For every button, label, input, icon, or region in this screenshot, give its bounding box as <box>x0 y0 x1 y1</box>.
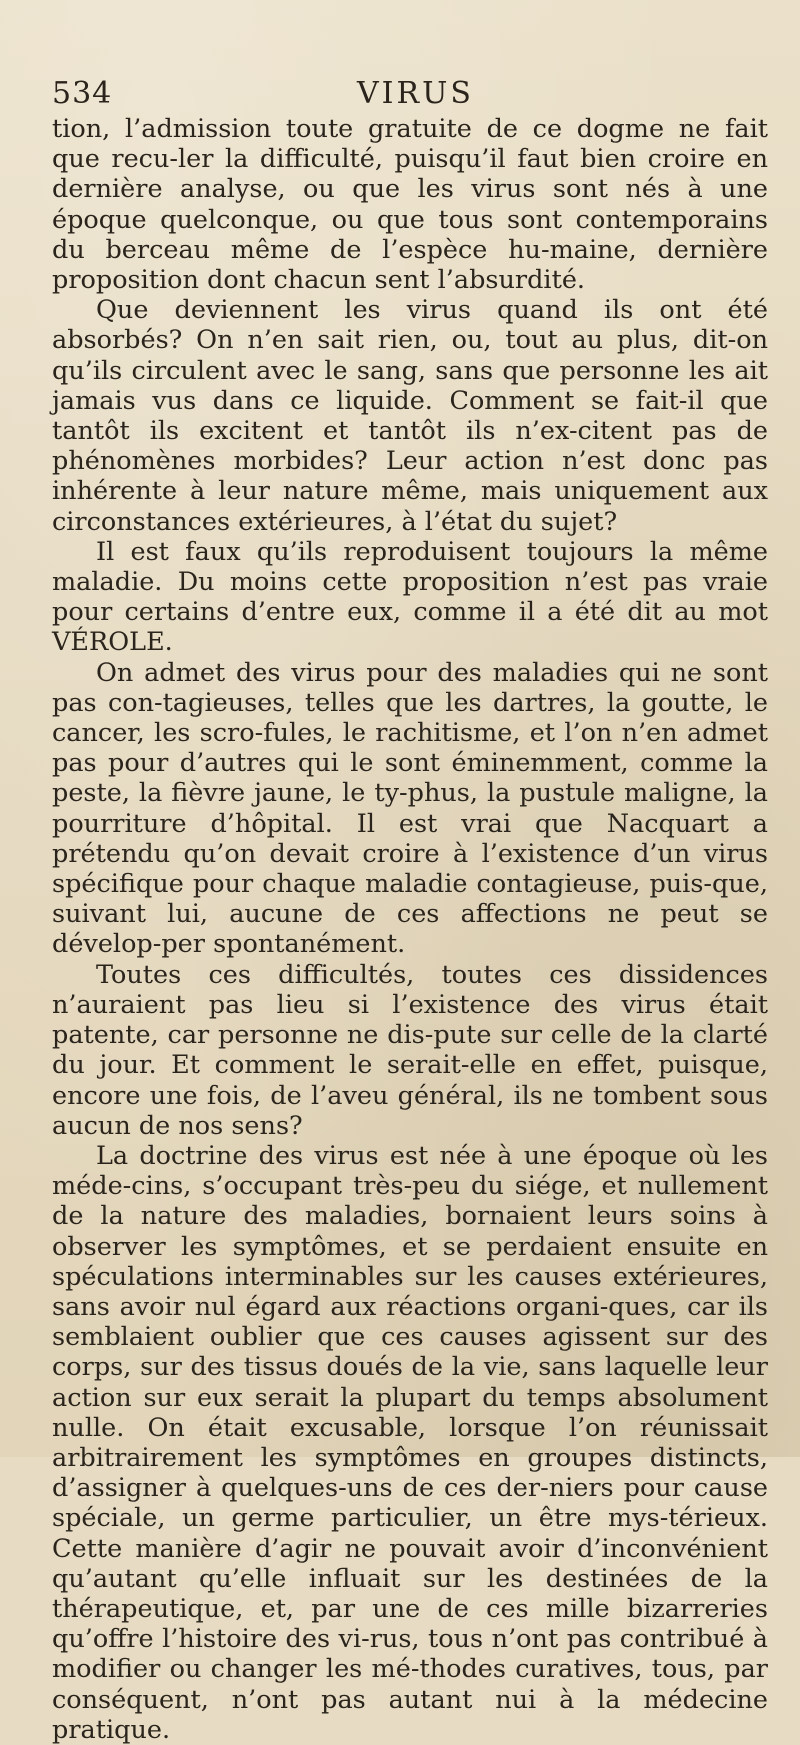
paragraph: On admet des virus pour des maladies qui ne sont pas con-tagieuses, telles que les dartres, la goutte, le cancer, les scro-fules, le rachitisme, et l’on n’en admet pas pour d’autres qui le sont éminemment, comme la peste, la fièvre jaune, le ty-phus, la pustule maligne, la pourriture d’hôpital. Il est vrai que Nacquart a prétendu qu’on devait croire à l’existence d’un virus spécifique pour chaque maladie contagieuse, puis-que, suivant lui, aucune de ces affections ne peut se dévelop-per spontanément. <box>52 657 768 960</box>
page-number: 534 <box>52 76 113 111</box>
page-header <box>52 72 768 116</box>
paragraph: tion, l’admission toute gratuite de ce dogme ne fait que recu-ler la difficulté, puisqu’il faut bien croire en dernière analyse, ou que les virus sont nés à une époque quelconque, ou que tous sont contemporains du berceau même de l’espèce hu-maine, dernière proposition dont chacun sent l’absurdité. <box>52 114 768 296</box>
paragraph: Il est faux qu’ils reproduisent toujours la même maladie. Du moins cette proposition n’est pas vraie pour certains d’entre eux, comme il a été dit au mot VÉROLE. <box>52 536 768 658</box>
paragraph: La doctrine des virus est née à une époque où les méde-cins, s’occupant très-peu du siége, et nullement de la nature des maladies, bornaient leurs soins à observer les symptômes, et se perdaient ensuite en spéculations interminables sur les causes extérieures, sans avoir nul égard aux réactions organi-ques, car ils semblaient oublier que ces causes agissent sur des corps, sur des tissus doués de la vie, sans laquelle leur action sur eux serait la plupart du temps absolument nulle. On était excusable, lorsque l’on réunissait arbitrairement les symptômes en groupes distincts, d’assigner à quelques-uns de ces der-niers pour cause spéciale, un germe particulier, un être mys-térieux. Cette manière d’agir ne pouvait avoir d’inconvénient qu’autant qu’elle influait sur les destinées de la thérapeutique, et, par une de ces mille bizarreries qu’offre l’histoire des vi-rus, tous n’ont pas contribué à modifier ou changer les mé-thodes curatives, tous, par conséquent, n’ont pas autant nui à la médecine pratique. <box>52 1140 768 1745</box>
paragraph: Toutes ces difficultés, toutes ces dissidences n’auraient pas lieu si l’existence des virus était patente, car personne ne dis-pute sur celle de la clarté du jour. Et comment le serait-elle en effet, puisque, encore une fois, de l’aveu général, ils ne tombent sous aucun de nos sens? <box>52 959 768 1141</box>
body-text <box>52 114 768 1745</box>
running-head: VIRUS <box>357 76 474 111</box>
paragraph: Que deviennent les virus quand ils ont été absorbés? On n’en sait rien, ou, tout au plus, dit-on qu’ils circulent avec le sang, sans que personne les ait jamais vus dans ce liquide. Comment se fait-il que tantôt ils excitent et tantôt ils n’ex-citent pas de phénomènes morbides? Leur action n’est donc pas inhérente à leur nature même, mais uniquement aux circonstances extérieures, à l’état du sujet? <box>52 295 768 537</box>
